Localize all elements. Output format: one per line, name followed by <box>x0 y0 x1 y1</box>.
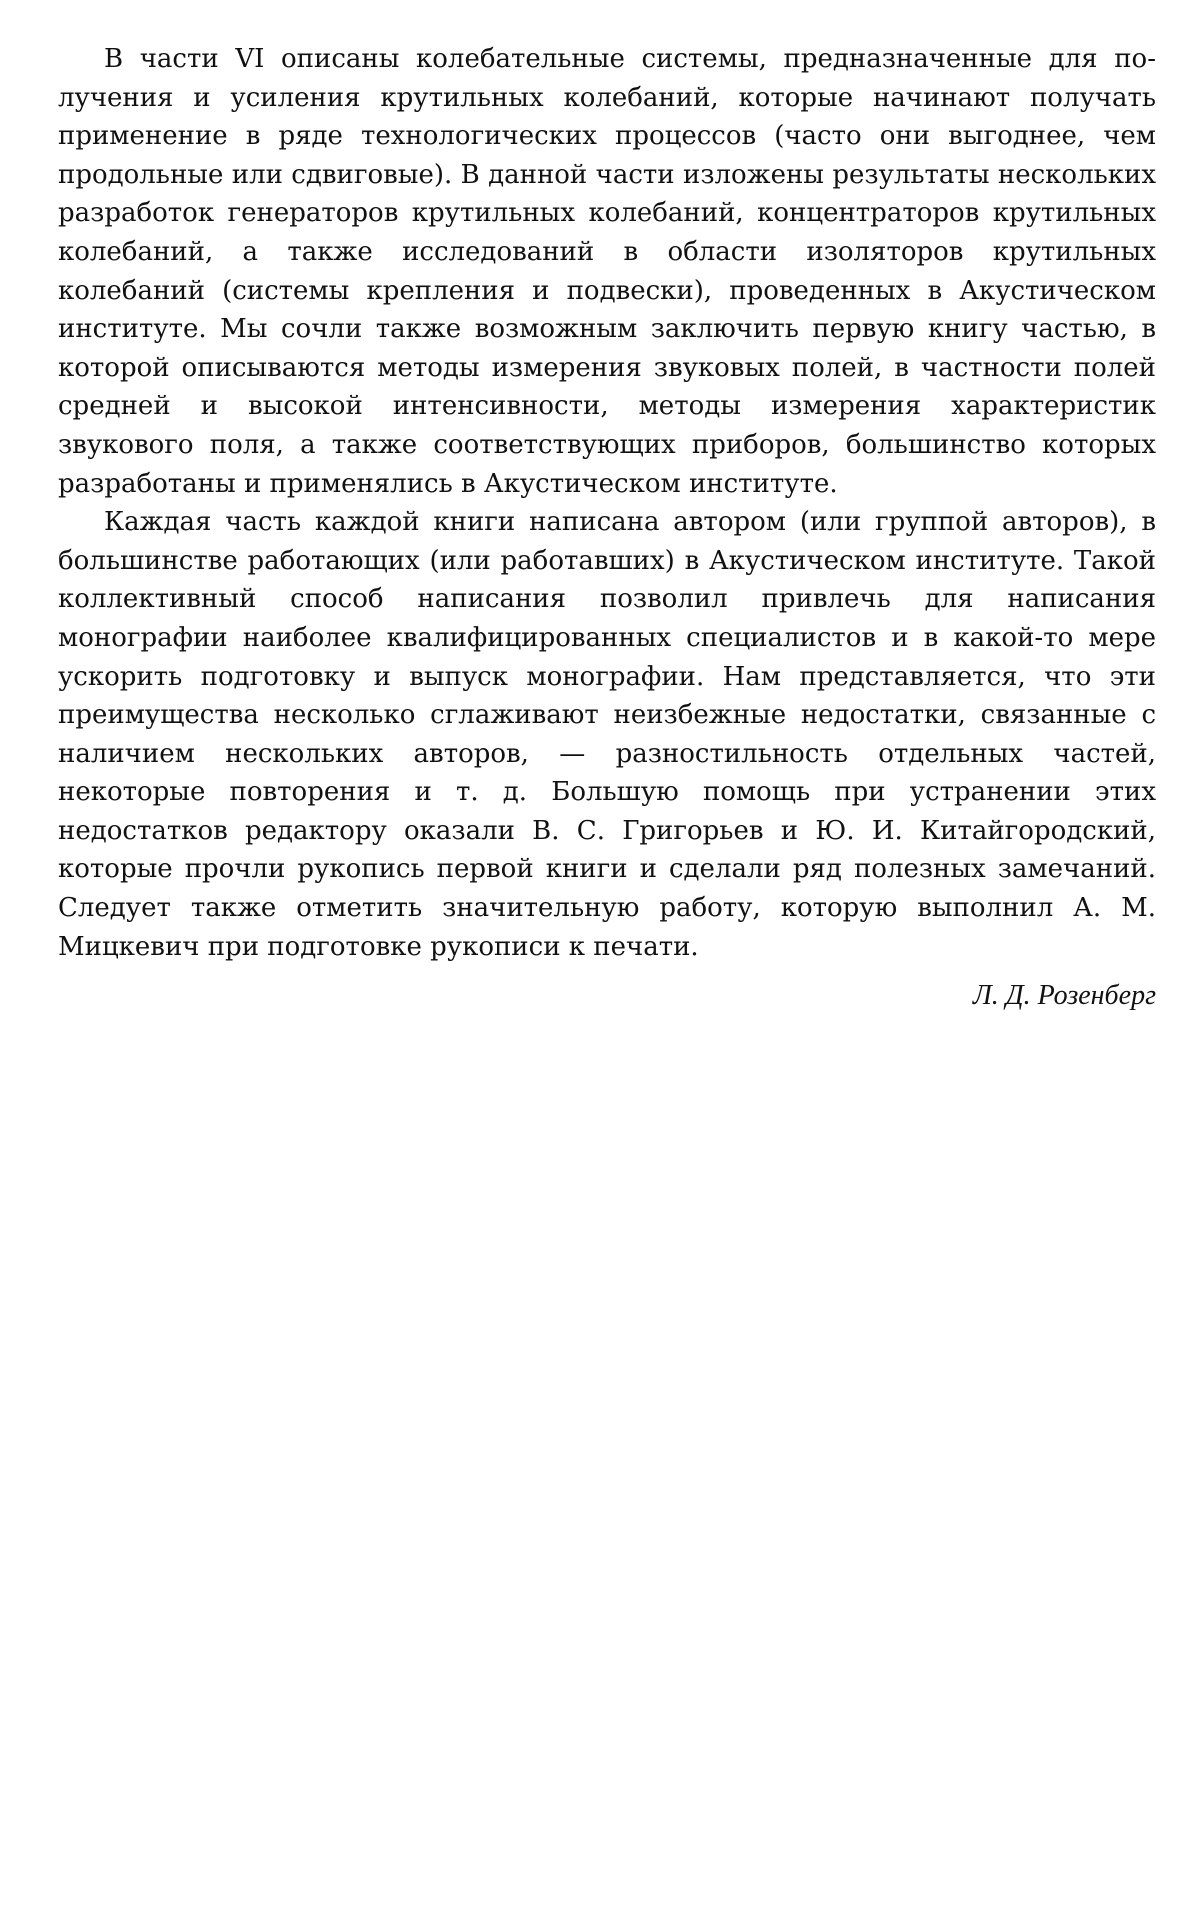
paragraph-2: Каждая часть каждой книги написана автором (или группой авторов), в большинстве работающих (или работавших) в Акустическом институте. Такой коллективный способ написания позволил привлечь для написания монографии наиболее квалифицированных специалистов и в какой-то мере ускорить подготовку и выпуск монографии. Нам представляется, что эти преимущества несколько сглаживают неизбежные недостатки, связанные с наличием нескольких авторов, — разностильность отдельных частей, некоторые повторения и т. д. Большую помощь при устранении этих недостатков редактору оказали В. С. Григорьев и Ю. И. Китайгородский, которые прочли рукопись первой книги и сделали ряд полезных замечаний. Следует также отметить значительную работу, которую выполнил А. М. Мицкевич при подготовке рукописи к печати. <box>58 507 1156 962</box>
document-page <box>58 40 1156 1016</box>
author-signature: Л. Д. Розенберг <box>972 980 1156 1012</box>
paragraph-1: В части VI описаны колебательные системы, предназначенные для получения и усиления крутильных колебаний, которые начинают получать применение в ряде технологических процессов (часто они выгоднее, чем продольные или сдвиговые). В данной части изложены результаты нескольких разработок генераторов крутильных колебаний, концентраторов крутильных колебаний, а также исследований в области изоляторов крутильных колебаний (системы крепления и подвески), проведенных в Акустическом институте. Мы сочли также возможным заключить первую книгу частью, в которой описываются методы измерения звуковых полей, в частности полей средней и высокой интенсивности, методы измерения характеристик звукового поля, а также соответствующих приборов, большинство которых разработаны и применялись в Акустическом институте. <box>58 44 1156 499</box>
